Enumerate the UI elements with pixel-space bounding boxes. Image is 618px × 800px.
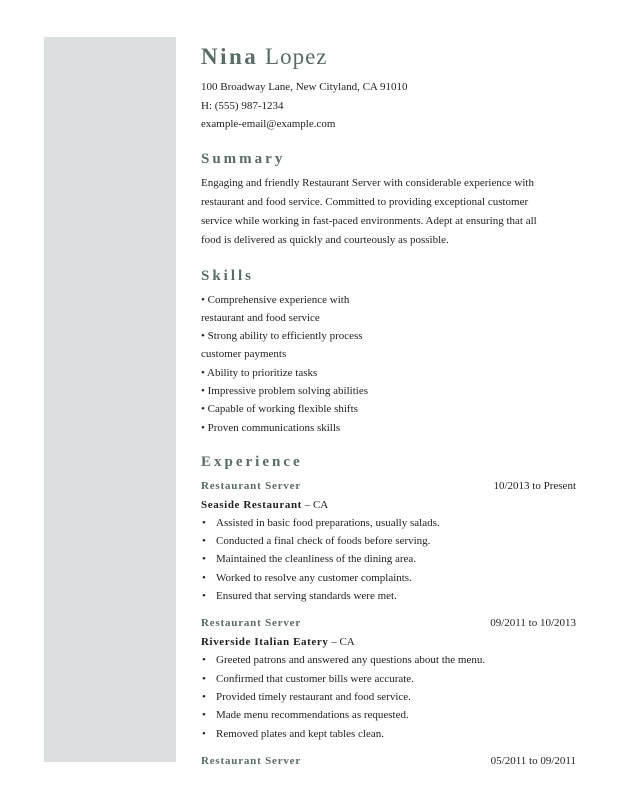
duty-text: Assisted in basic food preparations, usually salads. [216,516,440,529]
job-company-line [201,633,576,651]
duty-text: Provided timely restaurant and food service. [216,690,411,703]
skill-line: restaurant and food service [201,311,320,324]
company-name: Riverside Italian Eatery [201,636,329,649]
job-header [201,478,576,494]
bullet-icon: • [202,571,206,584]
duty-item [201,651,576,669]
duty-text: Ensured that serving standards were met. [216,590,397,603]
skill-line: • Strong ability to efficiently process [201,330,363,343]
contact-info [201,78,576,134]
job-entry [201,615,576,742]
bullet-icon: • [202,709,206,722]
duty-item [201,550,576,568]
duty-text: Confirmed that customer bills were accurate. [216,672,414,685]
duty-item [201,532,576,550]
decorative-sidebar [44,37,176,762]
duty-item [201,514,576,532]
job-header [201,753,576,769]
experience-heading: Experience [201,453,303,470]
duty-item [201,670,576,688]
job-dates: 10/2013 to Present [493,479,576,492]
duty-text: Worked to resolve any customer complaints. [216,571,412,584]
duty-text: Removed plates and kept tables clean. [216,727,384,740]
phone: H: (555) 987-1234 [201,99,284,112]
job-dates: 09/2011 to 10/2013 [490,617,576,630]
resume-content [201,42,576,769]
company-location: – CA [301,498,329,511]
skill-line: • Proven communications skills [201,421,341,434]
job-entry [201,478,576,605]
job-role: Restaurant Server [201,479,302,492]
job-header [201,615,576,631]
duty-text: Made menu recommendations as requested. [216,709,409,722]
duties-list [201,514,576,605]
summary-text [201,174,576,250]
skills-list [201,291,576,437]
last-name: Lopez [265,44,328,69]
bullet-icon: • [202,553,206,566]
skill-line: • Comprehensive experience with [201,293,350,306]
duty-item [201,706,576,724]
duty-item [201,725,576,743]
bullet-icon: • [202,654,206,667]
summary-line: restaurant and food service. Committed to providing exceptional customer [201,195,529,208]
company-name: Seaside Restaurant [201,498,302,511]
duty-item [201,587,576,605]
summary-heading: Summary [201,150,286,167]
summary-line: service while working in fast-paced environments. Adept at ensuring that all [201,214,537,227]
job-dates: 05/2011 to 09/2011 [490,754,576,767]
summary-line: food is delivered as quickly and courteously as possible. [201,233,449,246]
duty-text: Greeted patrons and answered any questions about the menu. [216,654,486,667]
bullet-icon: • [202,672,206,685]
summary-line: Engaging and friendly Restaurant Server with considerable experience with [201,176,534,189]
skills-heading: Skills [201,267,255,284]
duty-item [201,688,576,706]
job-role: Restaurant Server [201,754,302,767]
address: 100 Broadway Lane, New Cityland, CA 91010 [201,81,408,93]
first-name: Nina [201,44,259,69]
company-location: – CA [328,636,355,649]
skill-line: • Impressive problem solving abilities [201,384,368,397]
skill-line: • Capable of working flexible shifts [201,403,358,416]
bullet-icon: • [202,516,206,529]
duty-item [201,569,576,587]
skill-line: customer payments [201,348,287,361]
duty-text: Conducted a final check of foods before serving. [216,535,431,548]
duty-text: Maintained the cleanliness of the dining area. [216,553,417,566]
email: example-email@example.com [201,118,336,130]
job-role: Restaurant Server [201,617,302,630]
duties-list [201,651,576,742]
bullet-icon: • [202,690,206,703]
bullet-icon: • [202,535,206,548]
candidate-name [201,42,576,72]
job-company-line [201,496,576,514]
skill-line: • Ability to prioritize tasks [201,366,318,379]
job-entry [201,753,576,769]
bullet-icon: • [202,727,206,740]
bullet-icon: • [202,590,206,603]
